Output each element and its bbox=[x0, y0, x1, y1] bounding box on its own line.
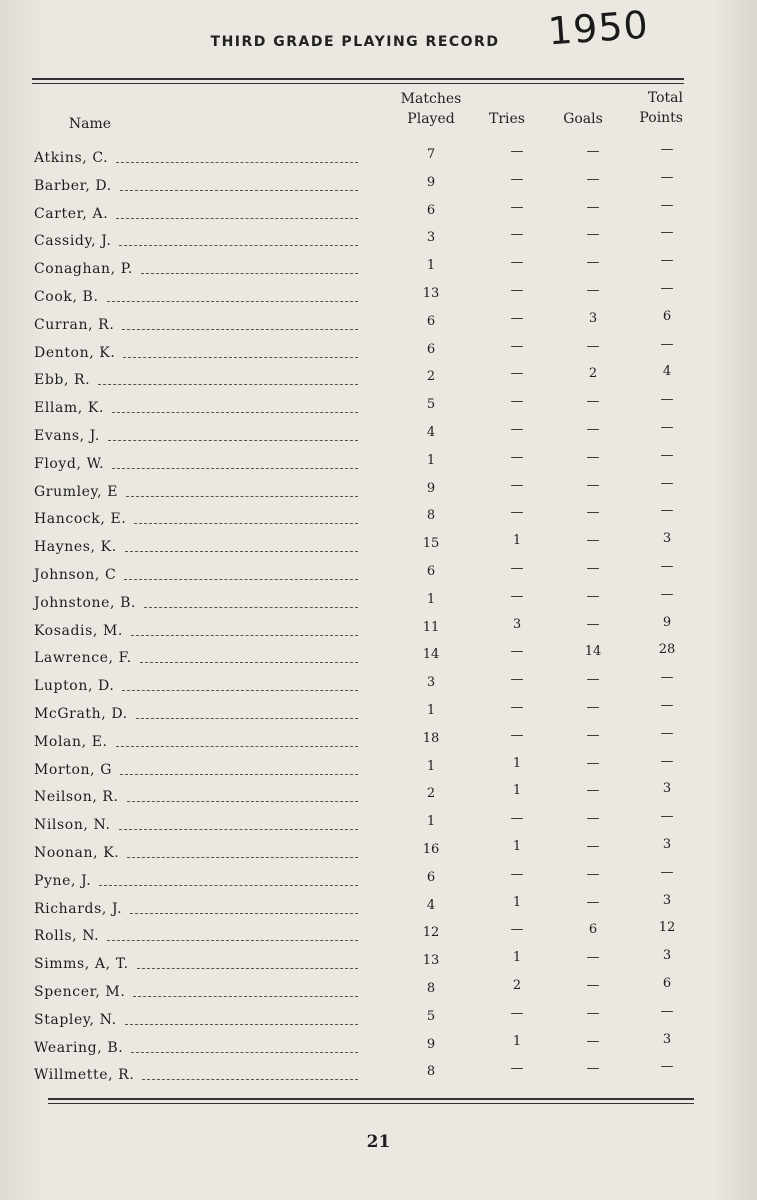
goals-cell: — bbox=[586, 144, 600, 159]
total-points-cell: — bbox=[660, 1003, 674, 1019]
matches-played-cell: 4 bbox=[426, 897, 436, 913]
table-row bbox=[0, 170, 757, 198]
player-name: Curran, R. bbox=[34, 316, 115, 333]
matches-played-cell: 13 bbox=[422, 953, 440, 969]
goals-cell: — bbox=[586, 394, 600, 410]
leader-dashes bbox=[122, 317, 358, 330]
goals-cell: — bbox=[586, 477, 600, 493]
player-name: Noonan, K. bbox=[34, 845, 120, 861]
matches-played-cell: 1 bbox=[426, 452, 436, 468]
total-points-cell: — bbox=[660, 864, 674, 880]
table-row bbox=[0, 420, 757, 448]
leader-dashes bbox=[133, 984, 358, 997]
goals-cell: — bbox=[586, 422, 600, 437]
goals-cell: — bbox=[586, 171, 600, 187]
total-points-cell: 12 bbox=[658, 920, 676, 936]
table-row bbox=[0, 364, 757, 392]
header-points-line1: Total bbox=[647, 90, 683, 106]
player-name: Ellam, K. bbox=[34, 400, 105, 417]
handwritten-year: 1950 bbox=[546, 2, 651, 54]
table-row bbox=[0, 587, 757, 615]
player-name: Morton, G bbox=[34, 761, 113, 778]
leader-dashes bbox=[124, 567, 358, 580]
player-name: Evans, J. bbox=[34, 428, 100, 444]
matches-played-cell: 6 bbox=[426, 341, 436, 357]
goals-cell: 6 bbox=[588, 922, 598, 938]
tries-cell: — bbox=[510, 672, 524, 688]
leader-dashes bbox=[141, 261, 358, 274]
total-points-cell: 3 bbox=[662, 1031, 672, 1047]
table-row bbox=[0, 503, 757, 531]
total-points-cell: — bbox=[660, 447, 674, 463]
matches-played-cell: 6 bbox=[426, 564, 436, 579]
player-name: Ebb, R. bbox=[34, 372, 91, 389]
tries-cell: — bbox=[510, 199, 524, 215]
matches-played-cell: 1 bbox=[426, 703, 436, 718]
player-name: Simms, A, T. bbox=[34, 956, 129, 973]
player-name: Nilson, N. bbox=[34, 817, 111, 834]
tries-cell: — bbox=[510, 422, 524, 437]
total-points-cell: — bbox=[660, 753, 674, 769]
total-points-cell: 6 bbox=[662, 308, 672, 324]
goals-cell: — bbox=[586, 561, 600, 576]
table-row bbox=[0, 448, 757, 476]
tries-cell: 1 bbox=[512, 1033, 522, 1049]
goals-cell: — bbox=[586, 1005, 600, 1021]
tries-cell: — bbox=[510, 1005, 524, 1021]
goals-cell: — bbox=[586, 255, 600, 271]
total-points-cell: 9 bbox=[662, 614, 672, 630]
player-name: Richards, J. bbox=[34, 900, 123, 917]
leader-dashes bbox=[126, 484, 358, 497]
header-matches-line2: Played bbox=[407, 111, 455, 127]
total-points-cell: — bbox=[660, 142, 674, 157]
leader-dashes bbox=[112, 456, 358, 469]
tries-cell: 2 bbox=[512, 978, 522, 993]
tries-cell: — bbox=[510, 505, 524, 521]
goals-cell: — bbox=[586, 839, 600, 854]
matches-played-cell: 7 bbox=[426, 147, 436, 162]
player-name: Conaghan, P. bbox=[34, 261, 133, 278]
leader-dashes bbox=[107, 289, 358, 302]
player-name: Haynes, K. bbox=[34, 539, 117, 556]
table-row bbox=[0, 531, 757, 559]
matches-played-cell: 13 bbox=[422, 286, 440, 301]
matches-played-cell: 5 bbox=[426, 1008, 436, 1024]
tries-cell: — bbox=[510, 727, 524, 743]
header-goals: Goals bbox=[563, 111, 603, 127]
matches-played-cell: 8 bbox=[426, 508, 436, 524]
bottom-double-rule bbox=[48, 1098, 694, 1104]
leader-dashes bbox=[99, 873, 358, 886]
header-matches-line1: Matches bbox=[400, 91, 462, 107]
matches-played-cell: 8 bbox=[426, 1064, 436, 1080]
goals-cell: — bbox=[586, 505, 600, 521]
player-name: Atkins, C. bbox=[34, 150, 109, 166]
player-name: Johnstone, B. bbox=[34, 594, 137, 611]
goals-cell: — bbox=[586, 894, 600, 910]
tries-cell: — bbox=[510, 227, 524, 243]
leader-dashes bbox=[119, 233, 358, 246]
goals-cell: — bbox=[586, 1061, 600, 1077]
table-row bbox=[0, 309, 757, 337]
table-row bbox=[0, 253, 757, 281]
table-row bbox=[0, 670, 757, 698]
matches-played-cell: 6 bbox=[426, 869, 436, 885]
table-row bbox=[0, 642, 757, 670]
player-name: Molan, E. bbox=[34, 733, 108, 750]
goals-cell: — bbox=[586, 783, 600, 799]
total-points-cell: 3 bbox=[662, 837, 672, 852]
tries-cell: 1 bbox=[512, 755, 522, 771]
leader-dashes bbox=[140, 650, 358, 663]
matches-played-cell: 2 bbox=[426, 786, 436, 802]
matches-played-cell: 9 bbox=[426, 174, 436, 190]
tries-cell: 1 bbox=[512, 894, 522, 910]
total-points-cell: 4 bbox=[662, 364, 672, 380]
total-points-cell: — bbox=[660, 670, 674, 686]
total-points-cell: — bbox=[660, 503, 674, 519]
goals-cell: — bbox=[586, 727, 600, 743]
leader-dashes bbox=[98, 372, 358, 385]
goals-cell: — bbox=[586, 227, 600, 243]
table-row bbox=[0, 1004, 757, 1032]
total-points-cell: — bbox=[660, 1059, 674, 1075]
tries-cell: — bbox=[510, 922, 524, 938]
matches-played-cell: 2 bbox=[426, 369, 436, 385]
table-row bbox=[0, 809, 757, 837]
matches-played-cell: 9 bbox=[426, 1036, 436, 1052]
tries-cell: — bbox=[510, 255, 524, 271]
total-points-cell: — bbox=[660, 225, 674, 241]
tries-cell: 1 bbox=[512, 783, 522, 799]
leader-dashes bbox=[116, 734, 358, 747]
player-name: Floyd, W. bbox=[34, 455, 105, 472]
table-row bbox=[0, 865, 757, 893]
table-row bbox=[0, 142, 757, 170]
leader-dashes bbox=[131, 1040, 358, 1053]
total-points-cell: 3 bbox=[662, 892, 672, 908]
tries-cell: 3 bbox=[512, 616, 522, 632]
player-name: Spencer, M. bbox=[34, 984, 126, 1000]
tries-cell: — bbox=[510, 366, 524, 382]
goals-cell: — bbox=[586, 950, 600, 966]
matches-played-cell: 12 bbox=[422, 925, 440, 941]
leader-dashes bbox=[134, 511, 358, 524]
goals-cell: — bbox=[586, 811, 600, 827]
goals-cell: 14 bbox=[584, 644, 602, 660]
header-name: Name bbox=[68, 116, 112, 132]
goals-cell: 3 bbox=[588, 310, 598, 326]
table-row bbox=[0, 754, 757, 782]
table-row bbox=[0, 920, 757, 948]
table-row bbox=[0, 1059, 757, 1087]
total-points-cell: — bbox=[660, 420, 674, 435]
leader-dashes bbox=[131, 623, 358, 636]
matches-played-cell: 6 bbox=[426, 202, 436, 218]
top-double-rule bbox=[32, 78, 684, 84]
tries-cell: — bbox=[510, 338, 524, 354]
total-points-cell: — bbox=[660, 809, 674, 825]
player-name: Barber, D. bbox=[34, 177, 112, 194]
goals-cell: — bbox=[586, 199, 600, 215]
goals-cell: — bbox=[586, 755, 600, 771]
player-name: Cassidy, J. bbox=[34, 233, 112, 250]
total-points-cell: 3 bbox=[662, 781, 672, 797]
leader-dashes bbox=[116, 150, 358, 163]
table-row bbox=[0, 893, 757, 921]
tries-cell: — bbox=[510, 283, 524, 298]
goals-cell: — bbox=[586, 588, 600, 604]
table-row bbox=[0, 615, 757, 643]
leader-dashes bbox=[122, 678, 358, 691]
matches-played-cell: 3 bbox=[426, 675, 436, 691]
total-points-cell: 3 bbox=[662, 948, 672, 964]
tries-cell: — bbox=[510, 310, 524, 326]
total-points-cell: — bbox=[660, 281, 674, 296]
tries-cell: — bbox=[510, 171, 524, 187]
leader-dashes bbox=[112, 400, 358, 413]
leader-dashes bbox=[116, 206, 358, 219]
total-points-cell: — bbox=[660, 698, 674, 713]
tries-cell: — bbox=[510, 561, 524, 576]
leader-dashes bbox=[130, 901, 358, 914]
table-row bbox=[0, 837, 757, 865]
goals-cell: — bbox=[586, 866, 600, 882]
total-points-cell: — bbox=[660, 725, 674, 741]
leader-dashes bbox=[127, 789, 358, 802]
matches-played-cell: 1 bbox=[426, 591, 436, 607]
goals-cell: — bbox=[586, 700, 600, 715]
leader-dashes bbox=[120, 762, 358, 775]
leader-dashes bbox=[108, 428, 358, 441]
table-row bbox=[0, 559, 757, 587]
player-name: Rolls, N. bbox=[34, 928, 100, 945]
header-points-line2: Points bbox=[639, 110, 683, 126]
table-row bbox=[0, 948, 757, 976]
player-name: McGrath, D. bbox=[34, 706, 128, 722]
player-name: Cook, B. bbox=[34, 289, 99, 305]
tries-cell: 1 bbox=[512, 950, 522, 966]
matches-played-cell: 6 bbox=[426, 313, 436, 329]
leader-dashes bbox=[125, 1012, 358, 1025]
leader-dashes bbox=[127, 845, 358, 858]
total-points-cell: — bbox=[660, 336, 674, 352]
goals-cell: — bbox=[586, 338, 600, 354]
tries-cell: — bbox=[510, 811, 524, 827]
tries-cell: — bbox=[510, 588, 524, 604]
table-row bbox=[0, 392, 757, 420]
player-name: Wearing, B. bbox=[34, 1039, 124, 1056]
tries-cell: — bbox=[510, 394, 524, 410]
total-points-cell: 28 bbox=[658, 642, 676, 658]
table-row bbox=[0, 281, 757, 309]
player-name: Stapley, N. bbox=[34, 1011, 117, 1028]
matches-played-cell: 4 bbox=[426, 425, 436, 440]
total-points-cell: — bbox=[660, 392, 674, 408]
matches-played-cell: 1 bbox=[426, 814, 436, 830]
table-row bbox=[0, 726, 757, 754]
matches-played-cell: 16 bbox=[422, 842, 440, 857]
leader-dashes bbox=[120, 178, 358, 191]
table-row bbox=[0, 1032, 757, 1060]
total-points-cell: 3 bbox=[662, 531, 672, 547]
tries-cell: 1 bbox=[512, 533, 522, 549]
tries-cell: — bbox=[510, 144, 524, 159]
total-points-cell: 6 bbox=[662, 976, 672, 991]
total-points-cell: — bbox=[660, 586, 674, 602]
player-name: Johnson, C bbox=[34, 567, 117, 583]
player-name: Lupton, D. bbox=[34, 678, 115, 695]
tries-cell: — bbox=[510, 477, 524, 493]
player-name: Grumley, E bbox=[34, 483, 119, 500]
matches-played-cell: 5 bbox=[426, 397, 436, 413]
leader-dashes bbox=[123, 345, 358, 358]
matches-played-cell: 1 bbox=[426, 758, 436, 774]
page-title: THIRD GRADE PLAYING RECORD bbox=[210, 34, 500, 50]
leader-dashes bbox=[107, 928, 358, 941]
tries-cell: — bbox=[510, 644, 524, 660]
page-number: 21 bbox=[366, 1132, 391, 1152]
total-points-cell: — bbox=[660, 559, 674, 574]
goals-cell: 2 bbox=[588, 366, 598, 382]
table-row bbox=[0, 198, 757, 226]
leader-dashes bbox=[125, 539, 358, 552]
goals-cell: — bbox=[586, 1033, 600, 1049]
table-row bbox=[0, 698, 757, 726]
player-name: Kosadis, M. bbox=[34, 622, 123, 639]
tries-cell: — bbox=[510, 700, 524, 715]
player-name: Lawrence, F. bbox=[34, 650, 132, 667]
table-row bbox=[0, 476, 757, 504]
goals-cell: — bbox=[586, 283, 600, 298]
tries-cell: — bbox=[510, 866, 524, 882]
matches-played-cell: 1 bbox=[426, 258, 436, 274]
player-name: Hancock, E. bbox=[34, 511, 127, 528]
matches-played-cell: 3 bbox=[426, 230, 436, 246]
tries-cell: — bbox=[510, 449, 524, 465]
matches-played-cell: 8 bbox=[426, 981, 436, 996]
leader-dashes bbox=[142, 1067, 358, 1080]
leader-dashes bbox=[137, 956, 358, 969]
player-name: Pyne, J. bbox=[34, 872, 92, 889]
table-row bbox=[0, 976, 757, 1004]
player-name: Willmette, R. bbox=[34, 1067, 135, 1084]
matches-played-cell: 9 bbox=[426, 480, 436, 496]
total-points-cell: — bbox=[660, 197, 674, 213]
matches-played-cell: 15 bbox=[422, 536, 440, 552]
matches-played-cell: 11 bbox=[422, 619, 440, 635]
matches-played-cell: 18 bbox=[422, 730, 440, 746]
player-name: Neilson, R. bbox=[34, 789, 119, 806]
player-name: Denton, K. bbox=[34, 344, 116, 361]
leader-dashes bbox=[136, 706, 358, 719]
player-name: Carter, A. bbox=[34, 205, 109, 222]
header-tries: Tries bbox=[489, 111, 525, 127]
goals-cell: — bbox=[586, 978, 600, 993]
table-row bbox=[0, 781, 757, 809]
table-row bbox=[0, 225, 757, 253]
leader-dashes bbox=[119, 817, 358, 830]
goals-cell: — bbox=[586, 616, 600, 632]
total-points-cell: — bbox=[660, 169, 674, 185]
leader-dashes bbox=[144, 595, 358, 608]
goals-cell: — bbox=[586, 672, 600, 688]
matches-played-cell: 14 bbox=[422, 647, 440, 663]
total-points-cell: — bbox=[660, 253, 674, 269]
total-points-cell: — bbox=[660, 475, 674, 491]
table-row bbox=[0, 337, 757, 365]
tries-cell: 1 bbox=[512, 839, 522, 854]
goals-cell: — bbox=[586, 449, 600, 465]
goals-cell: — bbox=[586, 533, 600, 549]
tries-cell: — bbox=[510, 1061, 524, 1077]
